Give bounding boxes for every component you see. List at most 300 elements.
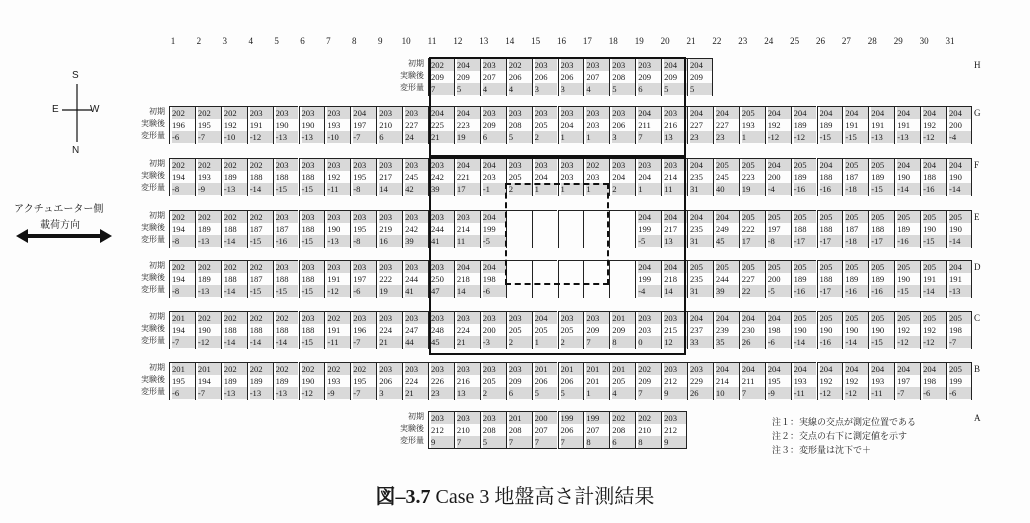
measurement-cell	[842, 158, 868, 196]
deformation: -12	[250, 131, 273, 143]
measurement-cell	[765, 362, 791, 400]
initial-height: 203	[535, 159, 558, 171]
deformation: 22	[742, 285, 765, 297]
measurement-cell	[558, 210, 584, 248]
post-test-height: 189	[871, 274, 885, 284]
post-test-height: 190	[871, 325, 885, 335]
column-number: 12	[453, 36, 463, 46]
deformation: -14	[276, 336, 299, 348]
post-test-height: 210	[638, 425, 652, 435]
post-test-height: 206	[379, 376, 393, 386]
initial-height: 203	[302, 211, 325, 223]
measurement-cell	[920, 106, 946, 144]
deformation: -15	[302, 183, 325, 195]
parameter-label: 初期	[149, 159, 165, 168]
deformation: -15	[250, 235, 273, 247]
initial-height: 202	[302, 363, 325, 375]
measurement-cell	[609, 58, 635, 96]
initial-height: 203	[405, 159, 428, 171]
deformation: 7	[561, 436, 584, 448]
initial-height: 204	[923, 107, 946, 119]
deformation: -16	[871, 285, 894, 297]
deformation: -11	[871, 387, 894, 399]
measurement-cell	[868, 106, 894, 144]
deformation: -13	[198, 235, 221, 247]
measurement-cell	[480, 311, 506, 349]
post-test-height: 206	[534, 72, 548, 82]
post-test-height: 209	[456, 72, 470, 82]
deformation: -11	[794, 387, 817, 399]
measurement-cell	[842, 106, 868, 144]
initial-height: 205	[716, 261, 739, 273]
measurement-cell	[791, 158, 817, 196]
measurement-cell	[532, 210, 558, 248]
initial-height: 204	[664, 261, 687, 273]
initial-height: 203	[431, 261, 454, 273]
initial-height: 202	[198, 107, 221, 119]
initial-height: 204	[690, 107, 713, 119]
column-number: 23	[738, 36, 748, 46]
measurement-cell	[454, 106, 480, 144]
initial-height: 203	[483, 363, 506, 375]
post-test-height: 209	[612, 325, 626, 335]
row-parameter-labels	[125, 106, 165, 142]
initial-height: 203	[379, 261, 402, 273]
initial-height: 202	[198, 159, 221, 171]
post-test-height: 189	[871, 172, 885, 182]
measurement-cell	[376, 260, 402, 298]
post-test-height: 204	[534, 172, 548, 182]
post-test-height: 217	[664, 224, 677, 234]
measurement-cell	[817, 210, 843, 248]
parameter-label: 初期	[149, 211, 165, 220]
measurement-cell	[247, 260, 273, 298]
initial-height: 204	[742, 312, 765, 324]
post-test-height: 196	[172, 120, 185, 130]
deformation: -15	[276, 183, 299, 195]
initial-height: 200	[535, 412, 558, 424]
measurement-cell	[687, 210, 713, 248]
deformation: -12	[794, 131, 817, 143]
initial-height: 203	[405, 363, 428, 375]
post-test-height: 203	[560, 172, 574, 182]
post-test-height: 188	[249, 325, 263, 335]
initial-height: 204	[457, 159, 480, 171]
post-test-height: 190	[301, 376, 315, 386]
measurement-cell	[195, 210, 221, 248]
measurement-cell	[765, 158, 791, 196]
post-test-height: 229	[690, 376, 703, 386]
post-test-height: 248	[431, 325, 444, 335]
initial-height: 205	[742, 211, 765, 223]
initial-height: 205	[897, 312, 920, 324]
post-test-height: 224	[379, 325, 393, 335]
post-test-height: 187	[249, 274, 263, 284]
deformation: 14	[379, 183, 402, 195]
deformation: -14	[250, 336, 273, 348]
post-test-height: 204	[560, 120, 574, 130]
compass-north: N	[72, 145, 80, 156]
post-test-height: 192	[767, 120, 781, 130]
post-test-height: 190	[327, 224, 341, 234]
initial-height: 203	[379, 107, 402, 119]
post-test-height: 205	[534, 325, 548, 335]
row-parameter-labels	[125, 260, 165, 296]
deformation: -17	[794, 235, 817, 247]
deformation: -12	[845, 387, 868, 399]
initial-height: 202	[224, 107, 247, 119]
measurement-cell	[376, 362, 402, 400]
post-test-height: 214	[715, 376, 729, 386]
measurement-cell	[350, 362, 376, 400]
measurement-cell	[609, 158, 635, 196]
measurement-cell	[506, 58, 532, 96]
measurement-cell	[454, 411, 480, 449]
deformation: 0	[638, 336, 661, 348]
deformation: -6	[949, 387, 971, 399]
post-test-height: 195	[767, 376, 781, 386]
initial-height: 203	[612, 159, 635, 171]
measurement-cell	[532, 106, 558, 144]
post-test-height: 198	[949, 325, 962, 335]
post-test-height: 189	[275, 376, 289, 386]
column-number: 24	[764, 36, 774, 46]
initial-height: 204	[820, 363, 843, 375]
measurement-cell	[402, 158, 428, 196]
initial-height: 203	[690, 363, 713, 375]
measurement-cell	[661, 106, 687, 144]
post-test-height: 206	[560, 425, 574, 435]
post-test-height: 189	[223, 376, 237, 386]
initial-height: 202	[327, 312, 350, 324]
initial-height: 204	[483, 159, 506, 171]
initial-height: 203	[405, 107, 428, 119]
measurement-cell	[273, 260, 299, 298]
post-test-height: 205	[612, 376, 626, 386]
measurement-cell	[169, 106, 195, 144]
deformation: -14	[224, 336, 247, 348]
deformation: -12	[923, 336, 946, 348]
measurement-cell	[946, 210, 972, 248]
initial-height: 204	[483, 261, 506, 273]
measurement-cell	[713, 362, 739, 400]
parameter-label: 実験後	[141, 171, 165, 180]
column-number: 15	[531, 36, 541, 46]
measurement-cell	[583, 311, 609, 349]
measurement-cell	[454, 58, 480, 96]
post-test-height: 206	[560, 376, 574, 386]
deformation: 1	[535, 336, 558, 348]
column-number: 28	[867, 36, 877, 46]
initial-height: 204	[742, 363, 765, 375]
initial-height: 203	[405, 211, 428, 223]
initial-height: 203	[638, 159, 661, 171]
initial-height: 203	[276, 107, 299, 119]
parameter-label: 変形量	[400, 436, 424, 445]
initial-height: 204	[768, 159, 791, 171]
deformation: 39	[405, 235, 428, 247]
measurement-cell	[583, 58, 609, 96]
initial-height: 205	[794, 159, 817, 171]
measurement-cell	[221, 311, 247, 349]
deformation: 23	[431, 387, 454, 399]
deformation: 35	[716, 336, 739, 348]
measurement-cell	[635, 158, 661, 196]
row-letter: G	[974, 108, 981, 118]
post-test-height: 205	[508, 172, 522, 182]
deformation: 7	[586, 336, 609, 348]
post-test-height: 189	[897, 224, 911, 234]
post-test-height: 223	[741, 172, 755, 182]
initial-height: 203	[586, 312, 609, 324]
initial-height: 203	[664, 363, 687, 375]
post-test-height: 188	[301, 274, 315, 284]
deformation: -9	[198, 183, 221, 195]
deformation: -12	[897, 336, 920, 348]
deformation: 2	[612, 183, 635, 195]
initial-height: 203	[353, 159, 376, 171]
parameter-label: 変形量	[141, 387, 165, 396]
measurement-cell	[894, 311, 920, 349]
measurement-cell	[324, 362, 350, 400]
deformation: -17	[820, 285, 843, 297]
measurement-cell	[739, 362, 765, 400]
column-number: 21	[686, 36, 696, 46]
post-test-height: 212	[431, 425, 444, 435]
deformation: -14	[224, 285, 247, 297]
post-test-height: 197	[353, 274, 367, 284]
initial-height: 203	[276, 211, 299, 223]
measurement-cell	[299, 311, 325, 349]
column-number: 26	[816, 36, 825, 46]
deformation: 2	[483, 387, 506, 399]
deformation: -14	[845, 336, 868, 348]
row-letter: F	[974, 160, 980, 170]
measurement-cell	[454, 210, 480, 248]
deformation: -4	[949, 131, 971, 143]
post-test-height: 187	[275, 224, 289, 234]
initial-height: 204	[431, 107, 454, 119]
actuator-side-label: アクチュエーター側	[14, 204, 104, 215]
post-test-height: 200	[949, 120, 962, 130]
post-test-height: 227	[715, 120, 729, 130]
measurement-cell	[713, 311, 739, 349]
deformation: -15	[871, 336, 894, 348]
initial-height: 204	[923, 159, 946, 171]
measurement-cell	[221, 362, 247, 400]
compass-cross-icon	[60, 82, 94, 146]
measurement-cell	[273, 158, 299, 196]
post-test-height: 215	[664, 325, 677, 335]
post-test-height: 222	[741, 224, 755, 234]
post-test-height: 208	[612, 72, 626, 82]
deformation: 5	[457, 83, 480, 95]
post-test-height: 200	[482, 325, 496, 335]
measurement-cell	[402, 362, 428, 400]
deformation: -16	[923, 183, 946, 195]
measurement-cell	[376, 311, 402, 349]
measurement-cell	[454, 158, 480, 196]
post-test-height: 195	[172, 376, 185, 386]
post-test-height: 196	[353, 325, 367, 335]
parameter-label: 実験後	[141, 375, 165, 384]
deformation: 45	[431, 336, 454, 348]
deformation: -7	[949, 336, 971, 348]
post-test-height: 209	[431, 72, 444, 82]
measurement-cell	[791, 362, 817, 400]
initial-height: 202	[198, 261, 221, 273]
post-test-height: 214	[664, 172, 677, 182]
initial-height: 203	[302, 312, 325, 324]
post-test-height: 199	[638, 274, 652, 284]
initial-height: 204	[897, 107, 920, 119]
column-number: 6	[300, 36, 305, 46]
column-number: 8	[352, 36, 357, 46]
measurement-cell	[402, 106, 428, 144]
measurement-cell	[350, 260, 376, 298]
initial-height: 203	[405, 312, 428, 324]
post-test-height: 191	[871, 120, 885, 130]
deformation: 4	[509, 83, 532, 95]
post-test-height: 244	[431, 224, 444, 234]
measurement-cell	[247, 158, 273, 196]
row-letter: B	[974, 364, 981, 374]
deformation: 4	[612, 387, 635, 399]
initial-height: 203	[561, 312, 584, 324]
parameter-label: 初期	[149, 261, 165, 270]
post-test-height: 190	[949, 172, 962, 182]
deformation: -16	[276, 235, 299, 247]
measurement-cell	[402, 210, 428, 248]
deformation: 40	[716, 183, 739, 195]
column-number: 11	[427, 36, 437, 46]
measurement-cell	[739, 106, 765, 144]
initial-height: 204	[690, 312, 713, 324]
initial-height: 203	[664, 312, 687, 324]
measurement-cell	[635, 362, 661, 400]
post-test-height: 187	[845, 224, 859, 234]
measurement-cell	[609, 260, 635, 298]
deformation: 39	[716, 285, 739, 297]
post-test-height: 203	[638, 325, 652, 335]
deformation: -12	[768, 131, 791, 143]
post-test-height: 191	[327, 274, 341, 284]
measurement-cell	[609, 362, 635, 400]
measurement-cell	[454, 311, 480, 349]
measurement-cell	[635, 411, 661, 449]
initial-height: 204	[820, 107, 843, 119]
deformation: 13	[457, 387, 480, 399]
initial-height: 202	[276, 363, 299, 375]
post-test-height: 187	[845, 172, 859, 182]
post-test-height: 189	[845, 274, 859, 284]
deformation: 1	[586, 183, 609, 195]
deformation: 41	[431, 235, 454, 247]
post-test-height: 189	[819, 120, 833, 130]
initial-height: 202	[638, 412, 661, 424]
post-test-height: 209	[638, 376, 652, 386]
initial-height: 201	[509, 412, 532, 424]
post-test-height: 200	[767, 274, 781, 284]
measurement-cell	[609, 210, 635, 248]
post-test-height: 237	[690, 325, 703, 335]
row-parameter-labels	[125, 158, 165, 194]
measurement-cell	[273, 106, 299, 144]
row-parameter-labels	[125, 362, 165, 398]
post-test-height: 188	[275, 172, 289, 182]
initial-height: 202	[250, 211, 273, 223]
measurement-cell	[195, 362, 221, 400]
initial-height: 204	[353, 107, 376, 119]
post-test-height: 205	[560, 325, 574, 335]
initial-height: 202	[172, 159, 195, 171]
initial-height: 205	[897, 211, 920, 223]
measurement-cell	[428, 158, 454, 196]
measurement-cell	[506, 362, 532, 400]
deformation: -8	[353, 183, 376, 195]
measurement-cell	[247, 362, 273, 400]
initial-height: 204	[820, 159, 843, 171]
initial-height: 202	[327, 363, 350, 375]
deformation: 1	[586, 387, 609, 399]
post-test-height: 250	[431, 274, 444, 284]
post-test-height: 209	[638, 72, 652, 82]
post-test-height: 227	[741, 274, 755, 284]
measurement-cell	[687, 106, 713, 144]
initial-height: 204	[716, 312, 739, 324]
measurement-cell	[480, 362, 506, 400]
measurement-cell	[583, 260, 609, 298]
post-test-height: 206	[534, 376, 548, 386]
post-test-height: 188	[301, 325, 315, 335]
initial-height: 203	[431, 363, 454, 375]
initial-height: 201	[172, 312, 195, 324]
measurement-cell	[454, 260, 480, 298]
initial-height: 205	[820, 261, 843, 273]
measurement-cell	[532, 260, 558, 298]
post-test-height: 205	[482, 376, 496, 386]
compass-east: E	[52, 104, 59, 115]
initial-height: 203	[302, 159, 325, 171]
row-parameter-labels	[384, 411, 424, 447]
post-test-height: 189	[223, 172, 237, 182]
parameter-label: 変形量	[141, 285, 165, 294]
initial-height: 205	[949, 312, 971, 324]
initial-height: 199	[561, 412, 584, 424]
measurement-cell	[428, 260, 454, 298]
post-test-height: 193	[197, 172, 211, 182]
row-parameter-labels	[125, 210, 165, 246]
measurement-cell	[273, 362, 299, 400]
deformation: -16	[794, 285, 817, 297]
measurement-cell	[868, 260, 894, 298]
post-test-height: 209	[586, 325, 600, 335]
deformation: 33	[690, 336, 713, 348]
parameter-label: 実験後	[141, 324, 165, 333]
measurement-cell	[273, 311, 299, 349]
initial-height: 202	[224, 159, 247, 171]
measurement-cell	[221, 210, 247, 248]
deformation: -11	[327, 336, 350, 348]
initial-height: 202	[172, 261, 195, 273]
post-test-height: 194	[172, 172, 185, 182]
column-number: 16	[557, 36, 566, 46]
deformation: 24	[405, 131, 428, 143]
post-test-height: 207	[586, 72, 600, 82]
post-test-height: 206	[612, 120, 626, 130]
deformation: 6	[509, 387, 532, 399]
post-test-height: 227	[690, 120, 703, 130]
